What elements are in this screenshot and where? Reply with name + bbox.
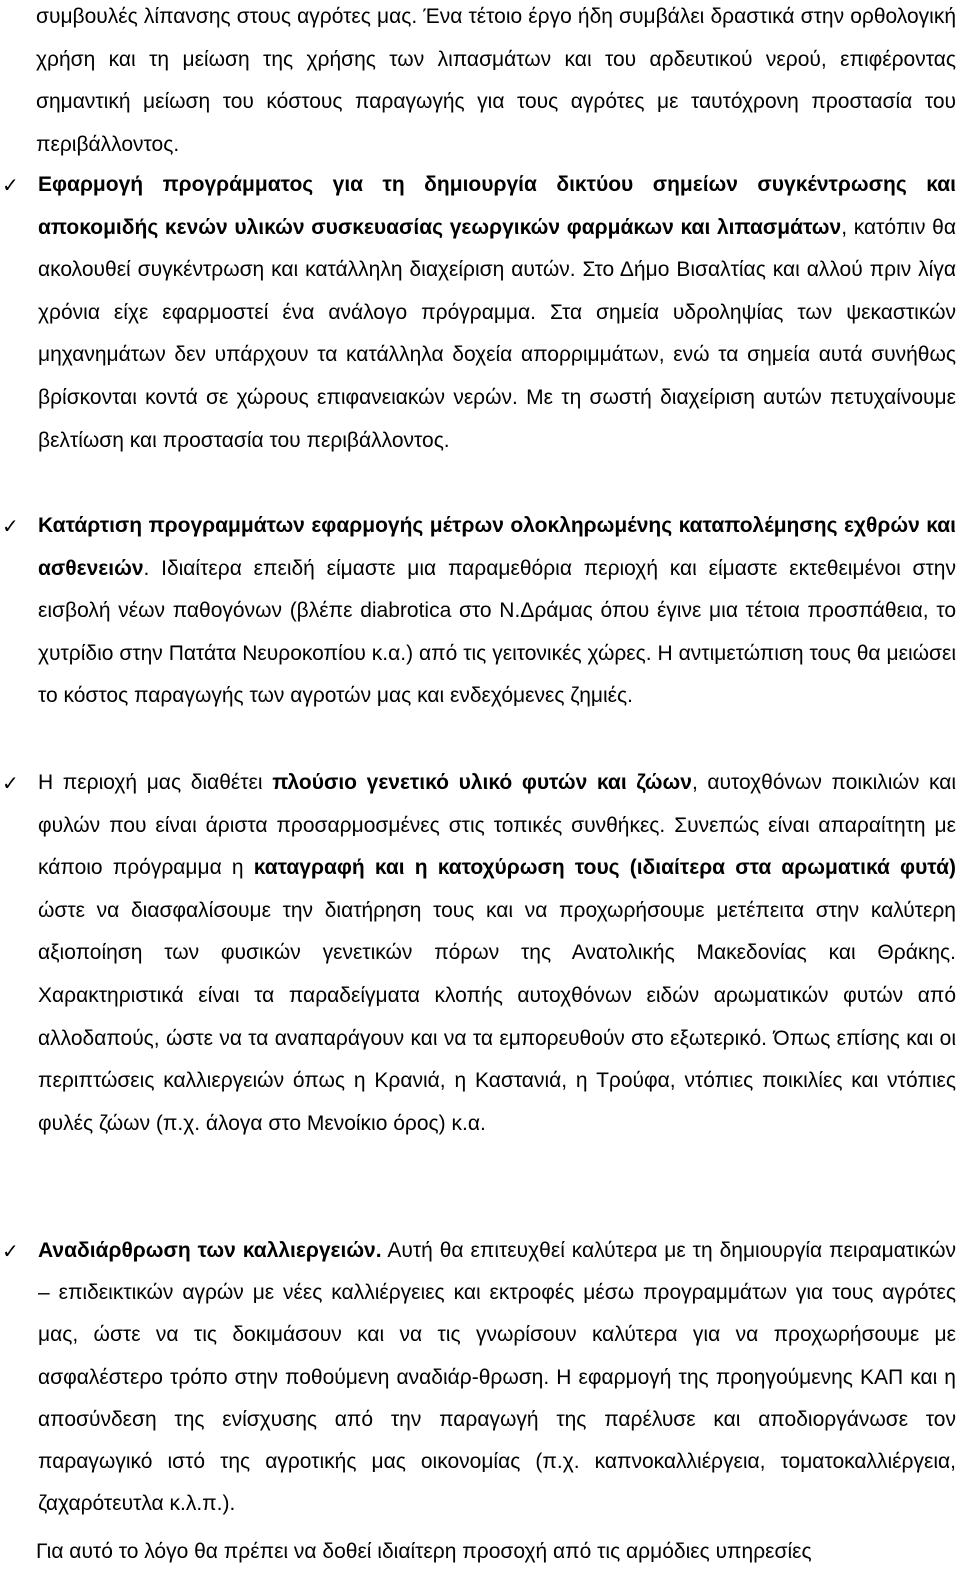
bullet-body-text: , κατόπιν θα ακολουθεί συγκέντρωση και κατάλληλη διαχείριση αυτών. Στο Δήμο Βισαλτίας και αλλού πριν λίγα χρόνια είχε εφαρμοστεί ένα ανάλογο πρόγραμμα. Στα σημεία υδροληψίας των ψεκαστικών μηχανημάτων δεν υπάρχουν τα κατάλληλα δοχεία απορριμμάτων, ενώ τα σημεία αυτά συνήθως βρίσκονται κοντά σε χώρους επιφανειακών νερών. Με τη σωστή διαχείριση αυτών πετυχαίνουμε βελτίωση και προστασία του περιβάλλοντος. <box>38 215 956 452</box>
bullet-item-pest-control <box>0 505 958 718</box>
bullet-bold-phrase: πλούσιο γενετικό υλικό φυτών και ζώων <box>272 771 692 794</box>
checkmark-icon: ✓ <box>2 1239 19 1263</box>
bullet-text <box>38 762 956 1145</box>
trailing-paragraph: Για αυτό το λόγο θα πρέπει να δοθεί ιδιαίτερη προσοχή από τις αρμόδιες υπηρεσίες <box>36 1540 812 1563</box>
bullet-bold-heading: Εφαρμογή προγράμματος για τη δημιουργία δικτύου σημείων συγκέντρωσης και αποκομιδής κενών υλικών συσκευασίας γεωργικών φαρμάκων και λιπασμάτων <box>38 173 956 239</box>
checkmark-icon: ✓ <box>2 514 19 538</box>
bullet-item-crop-restructuring <box>0 1230 958 1525</box>
bullet-text <box>38 505 956 718</box>
bullet-body-text: Η περιοχή μας διαθέτει <box>38 771 273 794</box>
bullet-item-genetic-material <box>0 762 958 1145</box>
bullet-body-text: Αυτή θα επιτευχθεί καλύτερα με τη δημιουργία πειραματικών – επιδεικτικών αγρών με νέες καλλιέργειες και εκτροφές μέσω προγραμμάτων για τους αγρότες μας, ώστε να τις δοκιμάσουν και να τις γνωρίσουν καλύτερα για να προχωρήσουμε με ασφαλέστερο τρόπο στην ποθούμενη αναδιάρ-θρωση. Η εφαρμογή της προηγούμενης ΚΑΠ και η αποσύνδεση της ενίσχυσης από την παραγωγή της παρέλυσε και αποδιοργάνωσε τον παραγωγικό ιστό της αγροτικής μας οικονομίας (π.χ. καπνοκαλλιέργεια, τοματοκαλλιέργεια, ζαχαρότευτλα κ.λ.π.). <box>38 1239 956 1516</box>
intro-paragraph: συμβουλές λίπανσης στους αγρότες μας. Ένα τέτοιο έργο ήδη συμβάλει δραστικά στην ορθολογική χρήση και τη μείωση της χρήσης των λιπασμάτων και του αρδευτικού νερού, επιφέροντας σημαντική μείωση του κόστους παραγωγής για τους αγρότες με ταυτόχρονη προστασία του περιβάλλοντος. <box>36 5 956 156</box>
bullet-text <box>38 164 956 462</box>
bullet-text <box>38 1230 956 1525</box>
bullet-bold-phrase: καταγραφή και η κατοχύρωση τους (ιδιαίτερα στα αρωματικά φυτά) <box>253 856 956 880</box>
bullet-body-text: . Ιδιαίτερα επειδή είμαστε μια παραμεθόρια περιοχή και είμαστε εκτεθειμένοι στην εισβολή νέων παθογόνων (βλέπε diabrotica στο Ν.Δράμας όπου έγινε μια τέτοια προσπάθεια, το χυτρίδιο στην Πατάτα Νευροκοπίου κ.α.) από τις γειτονικές χώρες. Η αντιμετώπιση τους θα μειώσει το κόστος παραγωγής των αγροτών μας και ενδεχόμενες ζημιές. <box>38 556 956 708</box>
checkmark-icon: ✓ <box>2 771 19 795</box>
bullet-item-packaging-waste <box>0 164 958 462</box>
bullet-body-text: ώστε να διασφαλίσουμε την διατήρηση τους και να προχωρήσουμε μετέπειτα στην καλύτερη αξιοποίηση των φυσικών γενετικών πόρων της Ανατολικής Μακεδονίας και Θράκης. Χαρακτηριστικά είναι τα παραδείγματα κλοπής αυτοχθόνων ειδών αρωματικών φυτών από αλλοδαπούς, ώστε να τα αναπαράγουν και να τα εμπορευθούν στο εξωτερικό. Όπως επίσης και οι περιπτώσεις καλλιεργειών όπως η Κρανιά, η Καστανιά, η Τρούφα, ντόπιες ποικιλίες και ντόπιες φυλές ζώων (π.χ. άλογα στο Μενοίκιο όρος) κ.α. <box>38 898 956 1135</box>
checkmark-icon: ✓ <box>2 173 19 197</box>
bullet-bold-heading: Κατάρτιση προγραμμάτων εφαρμογής μέτρων ολοκληρωμένης καταπολέμησης εχθρών και ασθενειών <box>38 514 956 580</box>
bullet-bold-heading: Αναδιάρθρωση των καλλιεργειών. <box>38 1239 382 1262</box>
bullet-body-text: , αυτοχθόνων ποικιλιών και φυλών που είναι άριστα προσαρμοσμένες στις τοπικές συνθήκες. Συνεπώς είναι απαραίτητη με κάποιο πρόγραμμα η <box>38 771 956 880</box>
